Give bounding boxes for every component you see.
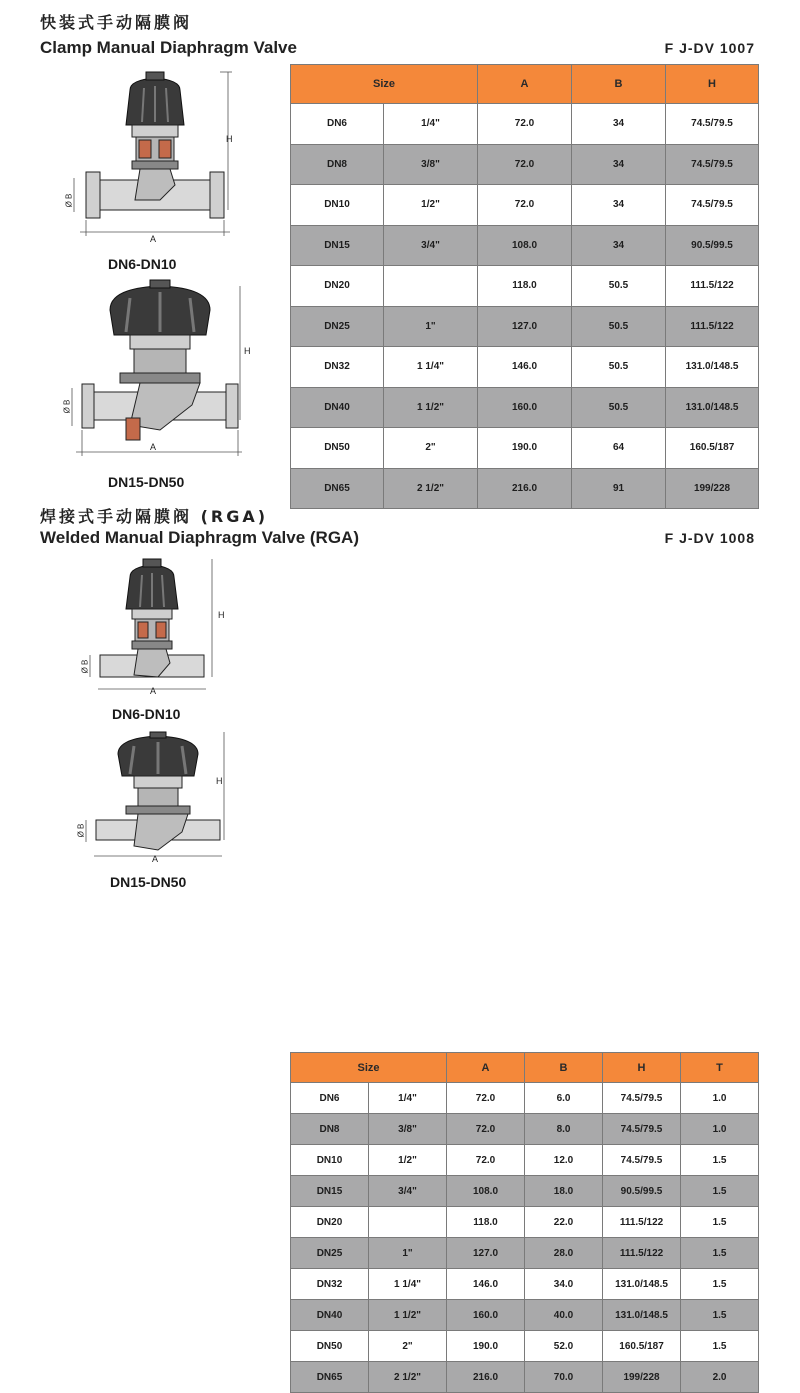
table-cell: 1.5: [681, 1269, 759, 1300]
table-cell: 50.5: [572, 306, 666, 347]
table-cell: 131.0/148.5: [666, 387, 759, 428]
table-cell: 40.0: [525, 1300, 603, 1331]
table-cell: 3/4": [384, 225, 478, 266]
table-row: [291, 1238, 759, 1269]
clamp-title-en: Clamp Manual Diaphragm Valve: [40, 38, 297, 57]
header-h: H: [666, 65, 759, 104]
table-cell: 1 1/2": [369, 1300, 447, 1331]
table-cell: 1/4": [369, 1083, 447, 1114]
table-row: [291, 1269, 759, 1300]
header-a: A: [447, 1053, 525, 1083]
clamp-dim-h-label-2: H: [244, 346, 251, 356]
table-cell: DN65: [291, 468, 384, 509]
table-cell: 160.0: [478, 387, 572, 428]
table-cell: 1.0: [681, 1114, 759, 1145]
table-cell: 22.0: [525, 1207, 603, 1238]
clamp-title-cn: 快装式手动隔膜阀: [40, 13, 193, 32]
clamp-diagram1-label: DN6-DN10: [108, 256, 177, 272]
table-cell: 50.5: [572, 347, 666, 388]
table-row: [291, 266, 759, 307]
table-cell: DN8: [291, 1114, 369, 1145]
table-cell: 118.0: [447, 1207, 525, 1238]
table-cell: 34: [572, 185, 666, 226]
table-row: [291, 347, 759, 388]
welded-table-header-row: [291, 1053, 759, 1083]
table-cell: 34: [572, 104, 666, 145]
table-cell: DN6: [291, 104, 384, 145]
table-cell: 8.0: [525, 1114, 603, 1145]
table-row: [291, 1145, 759, 1176]
table-cell: 108.0: [478, 225, 572, 266]
table-cell: 64: [572, 428, 666, 469]
table-cell: 1 1/4": [369, 1269, 447, 1300]
table-cell: 1.5: [681, 1207, 759, 1238]
welded-dim-h-label-1: H: [218, 610, 225, 620]
table-cell: 1.0: [681, 1083, 759, 1114]
table-cell: 111.5/122: [603, 1238, 681, 1269]
welded-dim-b-label-1: Ø B: [80, 659, 90, 674]
table-row: [291, 1207, 759, 1238]
table-cell: 216.0: [447, 1362, 525, 1393]
table-cell: 131.0/148.5: [666, 347, 759, 388]
table-cell: 1": [369, 1238, 447, 1269]
table-cell: DN65: [291, 1362, 369, 1393]
table-cell: 3/4": [369, 1176, 447, 1207]
table-cell: 146.0: [478, 347, 572, 388]
table-cell: 74.5/79.5: [666, 104, 759, 145]
clamp-valve-small-diagram: [60, 60, 250, 260]
table-cell: DN40: [291, 1300, 369, 1331]
welded-valve-section: [0, 500, 800, 1383]
header-h: H: [603, 1053, 681, 1083]
table-cell: 111.5/122: [666, 306, 759, 347]
table-cell: 72.0: [447, 1145, 525, 1176]
clamp-table-body: [291, 104, 759, 509]
table-cell: DN8: [291, 144, 384, 185]
table-cell: 1.5: [681, 1176, 759, 1207]
welded-dim-h-label-2: H: [216, 776, 223, 786]
header-a: A: [478, 65, 572, 104]
table-cell: 34: [572, 225, 666, 266]
table-cell: 1.5: [681, 1238, 759, 1269]
welded-dim-a-label-2: A: [152, 854, 159, 864]
table-cell: 34.0: [525, 1269, 603, 1300]
table-row: [291, 104, 759, 145]
table-cell: 146.0: [447, 1269, 525, 1300]
welded-valve-large-diagram: [78, 732, 238, 872]
table-cell: DN15: [291, 1176, 369, 1207]
table-cell: 131.0/148.5: [603, 1300, 681, 1331]
table-cell: 50.5: [572, 387, 666, 428]
table-cell: 131.0/148.5: [603, 1269, 681, 1300]
table-cell: 90.5/99.5: [603, 1176, 681, 1207]
table-cell: DN20: [291, 1207, 369, 1238]
table-cell: 1/2": [369, 1145, 447, 1176]
welded-spec-table: [290, 1052, 759, 1393]
welded-dim-a-label-1: A: [150, 686, 157, 696]
table-cell: 70.0: [525, 1362, 603, 1393]
table-cell: DN6: [291, 1083, 369, 1114]
table-cell: 199/228: [666, 468, 759, 509]
table-cell: 74.5/79.5: [666, 185, 759, 226]
table-cell: 108.0: [447, 1176, 525, 1207]
table-row: [291, 428, 759, 469]
table-cell: 50.5: [572, 266, 666, 307]
table-cell: 160.5/187: [603, 1331, 681, 1362]
clamp-product-code: F J-DV 1007: [664, 40, 755, 56]
header-b: B: [572, 65, 666, 104]
table-cell: 72.0: [478, 144, 572, 185]
table-cell: 111.5/122: [666, 266, 759, 307]
table-cell: DN20: [291, 266, 384, 307]
clamp-diagram2-label: DN15-DN50: [108, 474, 185, 490]
table-cell: 2.0: [681, 1362, 759, 1393]
table-cell: 1.5: [681, 1300, 759, 1331]
table-cell: 1.5: [681, 1145, 759, 1176]
table-cell: 190.0: [447, 1331, 525, 1362]
clamp-table-header-row: [291, 65, 759, 104]
table-cell: 2 1/2": [369, 1362, 447, 1393]
table-cell: DN15: [291, 225, 384, 266]
table-cell: 74.5/79.5: [603, 1083, 681, 1114]
table-cell: 28.0: [525, 1238, 603, 1269]
table-cell: 2": [384, 428, 478, 469]
table-cell: 1/2": [384, 185, 478, 226]
table-cell: 90.5/99.5: [666, 225, 759, 266]
table-cell: 72.0: [478, 185, 572, 226]
header-size: Size: [291, 65, 478, 104]
table-cell: 91: [572, 468, 666, 509]
header-b: B: [525, 1053, 603, 1083]
table-cell: 72.0: [447, 1083, 525, 1114]
table-cell: 1.5: [681, 1331, 759, 1362]
clamp-spec-table: [290, 64, 759, 509]
welded-product-code: F J-DV 1008: [664, 530, 755, 546]
table-cell: DN10: [291, 185, 384, 226]
clamp-valve-section: [0, 0, 800, 500]
clamp-dim-a-label-1: A: [150, 234, 157, 244]
table-cell: [384, 266, 478, 307]
table-cell: DN32: [291, 347, 384, 388]
welded-dim-b-label-2: Ø B: [76, 823, 86, 838]
table-cell: 72.0: [447, 1114, 525, 1145]
table-cell: 72.0: [478, 104, 572, 145]
table-cell: 74.5/79.5: [603, 1145, 681, 1176]
table-row: [291, 1083, 759, 1114]
welded-title-cn: 焊接式手动隔膜阀 (RGA): [40, 507, 269, 526]
table-cell: 111.5/122: [603, 1207, 681, 1238]
table-row: [291, 306, 759, 347]
table-cell: DN40: [291, 387, 384, 428]
table-cell: 127.0: [447, 1238, 525, 1269]
table-row: [291, 225, 759, 266]
table-cell: 199/228: [603, 1362, 681, 1393]
clamp-dim-b-label-1: Ø B: [64, 193, 74, 208]
table-cell: 118.0: [478, 266, 572, 307]
table-cell: 1 1/4": [384, 347, 478, 388]
welded-valve-small-diagram: [80, 555, 230, 705]
table-row: [291, 185, 759, 226]
table-cell: 18.0: [525, 1176, 603, 1207]
table-cell: 52.0: [525, 1331, 603, 1362]
welded-title-en: Welded Manual Diaphragm Valve (RGA): [40, 528, 359, 547]
table-cell: [369, 1207, 447, 1238]
table-cell: 1": [384, 306, 478, 347]
table-cell: 74.5/79.5: [666, 144, 759, 185]
table-row: [291, 1176, 759, 1207]
table-cell: 1/4": [384, 104, 478, 145]
table-cell: 2 1/2": [384, 468, 478, 509]
table-row: [291, 1331, 759, 1362]
table-cell: 2": [369, 1331, 447, 1362]
table-cell: DN10: [291, 1145, 369, 1176]
table-cell: 12.0: [525, 1145, 603, 1176]
table-cell: 3/8": [384, 144, 478, 185]
table-cell: 6.0: [525, 1083, 603, 1114]
table-cell: DN32: [291, 1269, 369, 1300]
clamp-dim-a-label-2: A: [150, 442, 157, 452]
table-cell: 190.0: [478, 428, 572, 469]
table-row: [291, 1300, 759, 1331]
clamp-dim-b-label-2: Ø B: [62, 399, 72, 414]
table-row: [291, 387, 759, 428]
table-cell: 74.5/79.5: [603, 1114, 681, 1145]
header-t: T: [681, 1053, 759, 1083]
table-cell: 3/8": [369, 1114, 447, 1145]
table-cell: DN50: [291, 1331, 369, 1362]
table-cell: 216.0: [478, 468, 572, 509]
table-cell: 34: [572, 144, 666, 185]
table-cell: DN25: [291, 1238, 369, 1269]
welded-table-body: [291, 1083, 759, 1393]
table-cell: DN50: [291, 428, 384, 469]
table-cell: 160.5/187: [666, 428, 759, 469]
table-cell: 127.0: [478, 306, 572, 347]
table-row: [291, 144, 759, 185]
welded-diagram1-label: DN6-DN10: [112, 706, 181, 722]
welded-diagram2-label: DN15-DN50: [110, 874, 187, 890]
table-row: [291, 1362, 759, 1393]
table-cell: DN25: [291, 306, 384, 347]
clamp-dim-h-label-1: H: [226, 134, 233, 144]
header-size: Size: [291, 1053, 447, 1083]
table-cell: 160.0: [447, 1300, 525, 1331]
table-cell: 1 1/2": [384, 387, 478, 428]
table-row: [291, 1114, 759, 1145]
